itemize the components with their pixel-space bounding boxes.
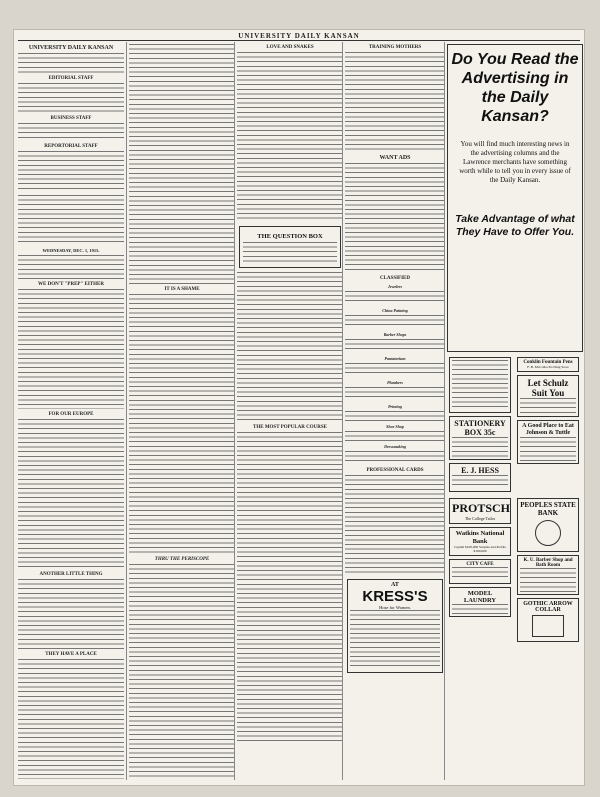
editorial-1-title: WE DON'T "PREP" EITHER bbox=[38, 282, 104, 287]
column-5 bbox=[444, 42, 583, 780]
hess-text bbox=[452, 475, 508, 489]
cat-china: China Painting bbox=[382, 308, 408, 313]
ads-left-2 bbox=[447, 495, 513, 645]
barber-text bbox=[520, 568, 576, 592]
schulz-text bbox=[520, 398, 576, 414]
model-laundry-ad bbox=[449, 587, 511, 617]
reportorial-list bbox=[18, 151, 124, 191]
editorial-4-title: THEY HAVE A PLACE bbox=[45, 652, 97, 657]
editorial-4-text bbox=[18, 659, 124, 779]
masthead: UNIVERSITY DAILY KANSAN bbox=[238, 32, 360, 40]
column-1 bbox=[18, 42, 124, 780]
watkins-title: Watkins National Bank bbox=[455, 530, 505, 545]
peoples-bank-ad bbox=[517, 498, 579, 552]
collar-icon bbox=[532, 615, 564, 637]
model-laundry-text bbox=[452, 604, 508, 614]
mcclelland-text: F. B. McColloch's Drug Store bbox=[527, 365, 569, 369]
cat-pantatorium-text bbox=[345, 363, 445, 377]
kress-sub: Hose for Women. bbox=[379, 605, 411, 610]
training-mothers-heading: TRAINING MOTHERS bbox=[368, 45, 422, 50]
watkins-ad bbox=[449, 527, 511, 556]
paper-title: UNIVERSITY DAILY KANSAN bbox=[28, 45, 114, 51]
big-ad-body: You will find much interesting news in the advertising columns and the Lawrence merchants have something worth while to tell you in every issue of the Daily Kansan. bbox=[459, 140, 571, 184]
poem-text bbox=[237, 52, 343, 222]
conklin-title: Conklin Fountain Pens bbox=[523, 360, 573, 365]
cat-shoe: Shoe Shop bbox=[386, 424, 404, 429]
stationery-title: STATIONERY BOX 35c bbox=[454, 419, 506, 437]
kress-at: AT bbox=[391, 582, 399, 588]
protsch-title: PROTSCH bbox=[452, 501, 511, 515]
cat-pantatorium: Pantatorium bbox=[384, 356, 406, 361]
gothic-collar-ad bbox=[517, 598, 579, 642]
city-cafe-title: CITY CAFE bbox=[466, 562, 494, 567]
schulz-ad bbox=[517, 375, 579, 417]
schulz-title: Let Schulz Suit You bbox=[527, 378, 569, 398]
classified-heading: CLASSIFIED bbox=[379, 276, 410, 281]
col2-heading-2: THRU THE PERISCOPE bbox=[154, 557, 210, 562]
stationery-text bbox=[452, 437, 508, 457]
cat-dressmaking: Dressmaking bbox=[384, 444, 406, 449]
seal-icon bbox=[535, 520, 561, 546]
training-mothers-text bbox=[345, 52, 445, 152]
ads-right bbox=[515, 354, 581, 495]
col2-heading-1: IT IS A SHAME bbox=[164, 287, 200, 292]
editorial-3-title: ANOTHER LITTLE THING bbox=[39, 572, 103, 577]
professional-heading: PROFESSIONAL CARDS bbox=[366, 468, 424, 473]
cat-shoe-text bbox=[345, 431, 445, 441]
cat-barber-text bbox=[345, 339, 445, 353]
kress-name: KRESS'S bbox=[362, 588, 428, 605]
question-box-intro bbox=[243, 242, 337, 264]
cat-dressmaking-text bbox=[345, 451, 445, 465]
professional-text bbox=[345, 475, 445, 575]
staff-heading: EDITORIAL STAFF bbox=[48, 76, 94, 81]
cat-china-text bbox=[345, 315, 445, 329]
gothic-title: GOTHIC ARROW COLLAR bbox=[523, 601, 573, 613]
col2-text-c bbox=[129, 564, 235, 780]
big-ad-title: Do You Read the Advertising in the Daily Kansan? bbox=[451, 51, 579, 125]
johnson-text bbox=[520, 437, 576, 461]
popular-course-heading: THE MOST POPULAR COURSE bbox=[253, 425, 327, 430]
protsch-ad bbox=[449, 498, 511, 524]
cat-printing-text bbox=[345, 411, 445, 421]
kress-text bbox=[350, 610, 440, 670]
barber-ad bbox=[517, 555, 579, 595]
johnson-tuttle-ad bbox=[517, 420, 579, 464]
business-list bbox=[18, 123, 124, 141]
notice-text bbox=[18, 195, 124, 245]
date-line: WEDNESDAY, DEC. 1, 1915. bbox=[42, 248, 100, 253]
want-ads-text bbox=[345, 163, 445, 273]
ads-right-2 bbox=[515, 495, 581, 645]
peoples-title: PEOPLES STATE BANK bbox=[520, 501, 576, 517]
ads-left bbox=[447, 354, 513, 495]
business-heading: BUSINESS STAFF bbox=[50, 116, 92, 121]
hess-ad bbox=[449, 463, 511, 492]
cat-plumbers: Plumbers bbox=[387, 380, 403, 385]
protsch-sub: The College Tailor bbox=[464, 516, 496, 521]
ads-row bbox=[447, 354, 583, 495]
cat-plumbers-text bbox=[345, 387, 445, 401]
col2-text-a bbox=[129, 44, 235, 284]
model-laundry-title: MODEL LAUNDRY bbox=[463, 590, 497, 604]
question-box-title: THE QUESTION BOX bbox=[257, 233, 323, 240]
question-box-answers bbox=[237, 272, 343, 422]
editorial-1-text bbox=[18, 289, 124, 409]
cat-barber: Barber Shops bbox=[383, 332, 407, 337]
city-cafe-ad bbox=[449, 559, 511, 584]
column-4 bbox=[342, 42, 445, 780]
johnson-title: A Good Place to Eat Johnson & Tuttle bbox=[522, 423, 574, 436]
staff-list bbox=[18, 83, 124, 113]
sanitary-ad bbox=[449, 357, 511, 413]
column-2 bbox=[126, 42, 235, 780]
sanitary-text bbox=[452, 360, 508, 410]
masthead-rule bbox=[18, 40, 580, 41]
newspaper-page bbox=[14, 30, 584, 785]
cat-printing: Printing bbox=[388, 404, 402, 409]
question-box bbox=[239, 226, 341, 268]
take-advantage: Take Advantage of what They Have to Offer You. bbox=[455, 213, 575, 238]
poem-title: LOVE AND SNAKES bbox=[266, 45, 314, 50]
want-ads-heading: WANT ADS bbox=[379, 155, 411, 161]
city-cafe-text bbox=[452, 567, 508, 581]
kress-ad bbox=[347, 579, 443, 673]
quote-text bbox=[18, 255, 124, 279]
editorial-3-text bbox=[18, 579, 124, 649]
big-advertising-ad bbox=[447, 44, 583, 352]
popular-course-text bbox=[237, 432, 343, 742]
column-3 bbox=[234, 42, 343, 780]
cat-jewelers: Jewelers bbox=[387, 284, 403, 289]
ads-row-2 bbox=[447, 495, 583, 645]
stationery-ad bbox=[449, 416, 511, 460]
cat-jewelers-text bbox=[345, 291, 445, 305]
conklin-ad bbox=[517, 357, 579, 372]
col2-text-b bbox=[129, 294, 235, 554]
editorial-2-text bbox=[18, 419, 124, 569]
editorial-2-title: FOR OUR EUROPE bbox=[48, 412, 94, 417]
intro-text bbox=[18, 53, 124, 73]
watkins-sub: Capital $100,000 Surplus and Profits $100,000 bbox=[454, 545, 506, 553]
reportorial-heading: REPORTORIAL STAFF bbox=[44, 144, 98, 149]
hess-title: E. J. HESS bbox=[461, 466, 499, 475]
barber-title: K. U. Barber Shop and Bath Room bbox=[523, 558, 573, 568]
